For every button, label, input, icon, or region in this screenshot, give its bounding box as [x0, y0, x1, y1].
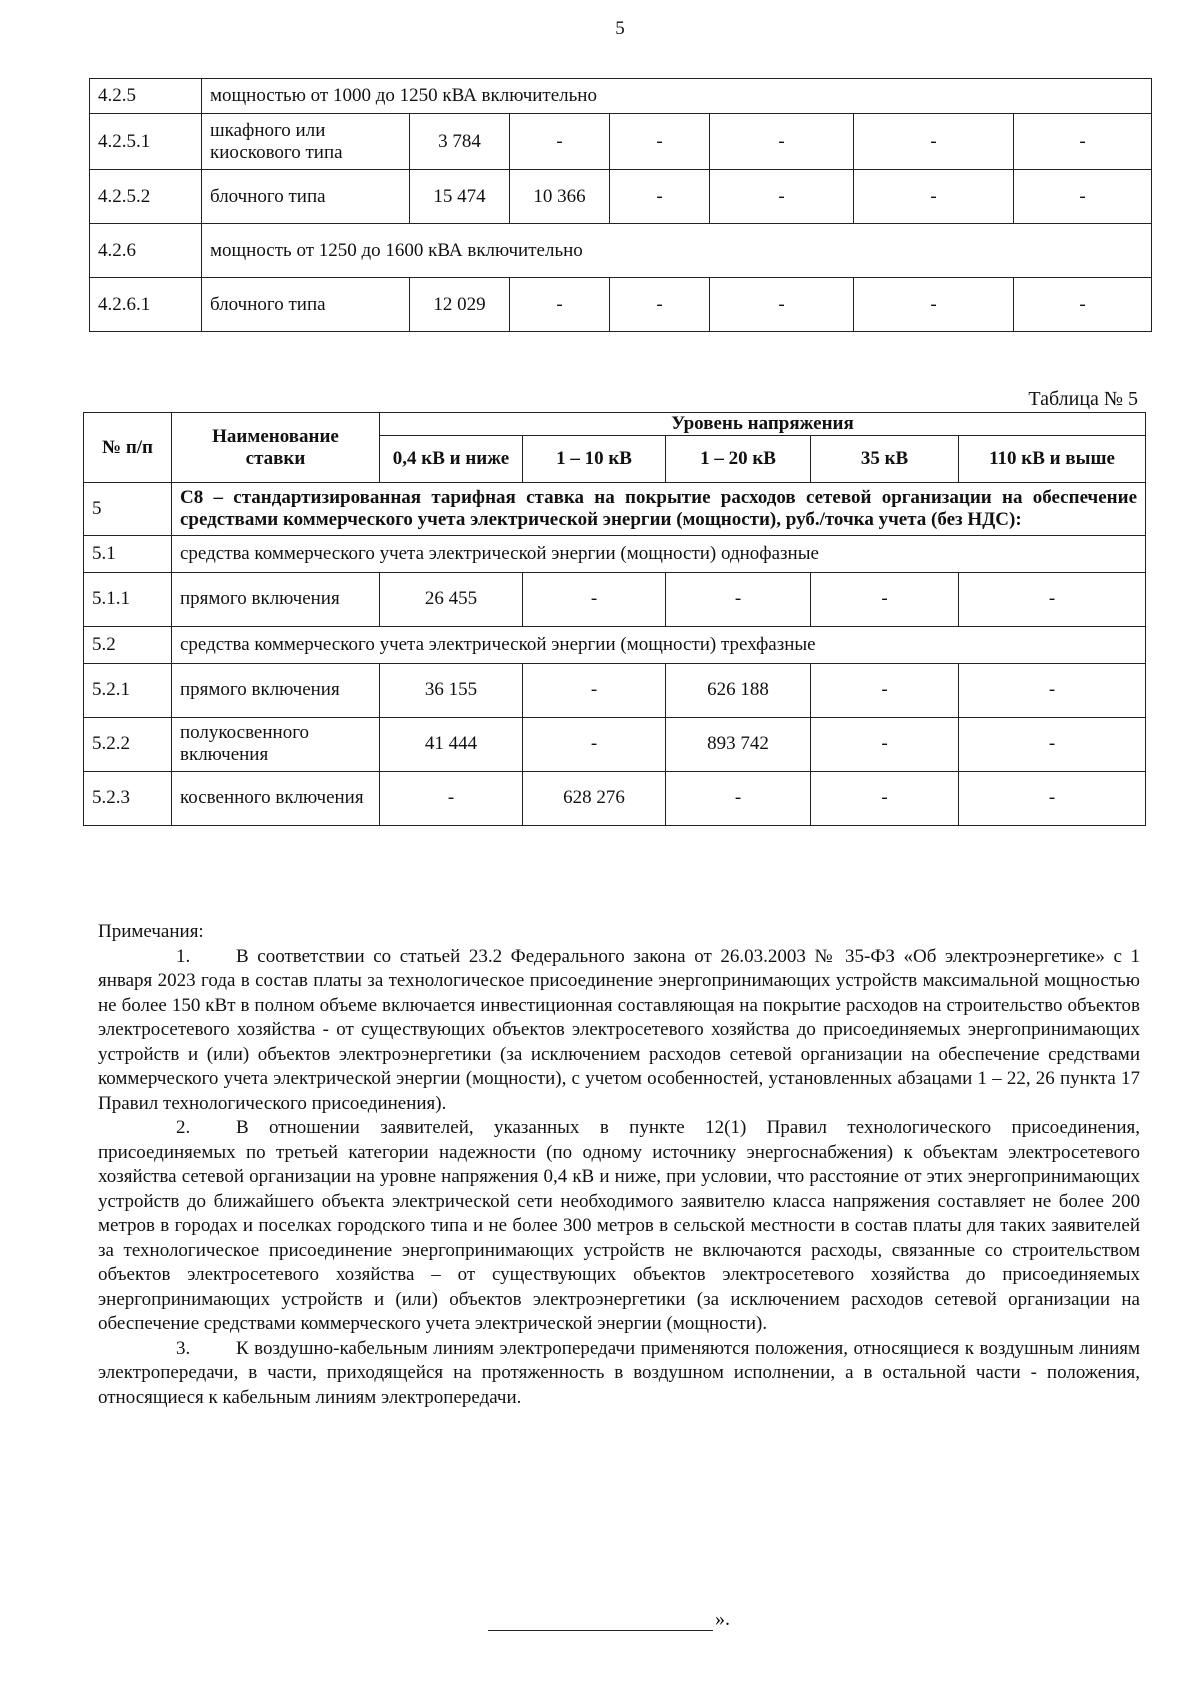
table-row — [90, 170, 1152, 224]
cell-value: - — [710, 278, 854, 332]
cell-value: 628 276 — [523, 771, 666, 825]
cell-value: - — [854, 278, 1014, 332]
header-number: № п/п — [84, 413, 172, 483]
row-number: 5.2 — [84, 626, 172, 663]
row-number: 4.2.5.1 — [90, 114, 202, 170]
header-level: 1 – 10 кВ — [523, 436, 666, 483]
cell-value: - — [610, 114, 710, 170]
closing-line — [488, 1630, 713, 1631]
cell-value: - — [666, 572, 811, 626]
table-row — [84, 771, 1146, 825]
cell-value: 10 366 — [510, 170, 610, 224]
row-number: 4.2.5.2 — [90, 170, 202, 224]
table-row — [90, 224, 1152, 278]
cell-value: - — [523, 717, 666, 771]
table-row — [84, 626, 1146, 663]
cell-value: 626 188 — [666, 663, 811, 717]
row-name: прямого включения — [172, 572, 380, 626]
tariff-table-continued — [89, 78, 1152, 332]
cell-value: - — [854, 170, 1014, 224]
note-text: К воздушно-кабельным линиям электропередачи применяются положения, относящиеся к воздушным линиям электропередачи, в части, приходящейся на протяженность в воздушном исполнении, а в остальной части - положения, относящиеся к кабельным линиям электропередачи. — [98, 1337, 1140, 1408]
note-number: 2. — [176, 1117, 191, 1138]
row-number: 5.2.1 — [84, 663, 172, 717]
cell-value: - — [811, 572, 959, 626]
table-row — [84, 663, 1146, 717]
table-row — [90, 114, 1152, 170]
header-name: Наименование ставки — [172, 413, 380, 483]
note-item — [98, 945, 1140, 1117]
cell-value: - — [1014, 170, 1152, 224]
cell-value: 36 155 — [380, 663, 523, 717]
cell-value: 12 029 — [410, 278, 510, 332]
header-level: 1 – 20 кВ — [666, 436, 811, 483]
cell-value: - — [811, 771, 959, 825]
cell-value: - — [610, 170, 710, 224]
cell-value: - — [610, 278, 710, 332]
header-voltage-level: Уровень напряжения — [380, 413, 1146, 436]
cell-value: - — [959, 663, 1146, 717]
cell-value: - — [510, 278, 610, 332]
cell-value: - — [959, 572, 1146, 626]
row-number: 4.2.6.1 — [90, 278, 202, 332]
cell-value: 26 455 — [380, 572, 523, 626]
note-item — [98, 1337, 1140, 1411]
table-row — [90, 79, 1152, 114]
note-number: 1. — [176, 945, 191, 967]
header-level: 110 кВ и выше — [959, 436, 1146, 483]
notes-title: Примечания: — [98, 921, 204, 942]
section-row — [84, 483, 1146, 536]
cell-value: 893 742 — [666, 717, 811, 771]
page-number: 5 — [615, 18, 625, 39]
row-number: 5 — [84, 483, 172, 536]
note-text: В отношении заявителей, указанных в пункте 12(1) Правил технологического присоединения, присоединяемых по третьей категории надежности (по одному источнику энергоснабжения) к объектам электросетевого хозяйства сетевой организации на уровне напряжения 0,4 кВ и ниже, при условии, что расстояние от этих энергопринимающих устройств до ближайшего объекта электрической сети необходимого заявителю класса напряжения составляет не более 200 метров в городах и поселках городского типа и не более 300 метров в сельской местности в состав платы для таких заявителей за технологическое присоединение энергопринимающих устройств не включаются расходы, связанные со строительством объектов электросетевого хозяйства – от существующих объектов электросетевого хозяйства до присоединяемых энергопринимающих устройств и (или) объектов электроэнергетики (за исключением расходов сетевой организации на обеспечение средствами коммерческого учета электрической энергии (мощности). — [98, 1117, 1140, 1334]
cell-value: - — [811, 663, 959, 717]
row-section-text: средства коммерческого учета электрической энергии (мощности) однофазные — [172, 535, 1146, 572]
cell-value: - — [523, 572, 666, 626]
cell-value: - — [710, 114, 854, 170]
table-row — [90, 278, 1152, 332]
cell-value: - — [1014, 114, 1152, 170]
note-text: В соответствии со статьей 23.2 Федерального закона от 26.03.2003 № 35-ФЗ «Об электроэнергетике» с 1 января 2023 года в состав платы за технологическое присоединение энергопринимающих устройств максимальной мощностью не более 150 кВт в полном объеме включается инвестиционная составляющая на покрытие расходов на строительство объектов электросетевого хозяйства - от существующих объектов электросетевого хозяйства до присоединяемых энергопринимающих устройств и (или) объектов электроэнергетики (за исключением расходов сетевой организации на обеспечение средствами коммерческого учета электрической энергии (мощности), с учетом особенностей, установленных абзацами 1 – 22, 26 пункта 17 Правил технологического присоединения). — [98, 945, 1140, 1114]
row-number: 4.2.5 — [90, 79, 202, 114]
cell-value: - — [380, 771, 523, 825]
table-row — [84, 535, 1146, 572]
row-name: полукосвенного включения — [172, 717, 380, 771]
closing-quote: ». — [715, 1608, 730, 1630]
section-title: С8 – стандартизированная тарифная ставка на покрытие расходов сетевой организации на обеспечение средствами коммерческого учета электрической энергии (мощности), руб./точка учета (без НДС): — [172, 483, 1146, 536]
header-level: 35 кВ — [811, 436, 959, 483]
cell-value: - — [811, 717, 959, 771]
row-section-text: мощность от 1250 до 1600 кВА включительно — [202, 224, 1152, 278]
table-row — [84, 572, 1146, 626]
table-caption: Таблица № 5 — [1028, 388, 1138, 410]
cell-value: - — [710, 170, 854, 224]
row-name: шкафного или киоскового типа — [202, 114, 410, 170]
note-item — [98, 1116, 1140, 1337]
row-section-text: средства коммерческого учета электрической энергии (мощности) трехфазные — [172, 626, 1146, 663]
row-number: 5.2.2 — [84, 717, 172, 771]
row-name: косвенного включения — [172, 771, 380, 825]
cell-value: - — [510, 114, 610, 170]
row-number: 4.2.6 — [90, 224, 202, 278]
row-name: блочного типа — [202, 278, 410, 332]
row-number: 5.1.1 — [84, 572, 172, 626]
row-section-text: мощностью от 1000 до 1250 кВА включительно — [202, 79, 1152, 114]
cell-value: - — [959, 771, 1146, 825]
note-number: 3. — [176, 1337, 191, 1359]
table-row — [84, 717, 1146, 771]
cell-value: 3 784 — [410, 114, 510, 170]
cell-value: - — [1014, 278, 1152, 332]
row-number: 5.1 — [84, 535, 172, 572]
row-number: 5.2.3 — [84, 771, 172, 825]
row-name: прямого включения — [172, 663, 380, 717]
cell-value: 41 444 — [380, 717, 523, 771]
row-name: блочного типа — [202, 170, 410, 224]
cell-value: - — [854, 114, 1014, 170]
header-row — [84, 413, 1146, 436]
closing-mark — [488, 1608, 730, 1631]
tariff-table-5 — [83, 412, 1146, 826]
cell-value: - — [523, 663, 666, 717]
cell-value: 15 474 — [410, 170, 510, 224]
header-level: 0,4 кВ и ниже — [380, 436, 523, 483]
cell-value: - — [666, 771, 811, 825]
cell-value: - — [959, 717, 1146, 771]
notes-block — [98, 920, 1140, 1410]
